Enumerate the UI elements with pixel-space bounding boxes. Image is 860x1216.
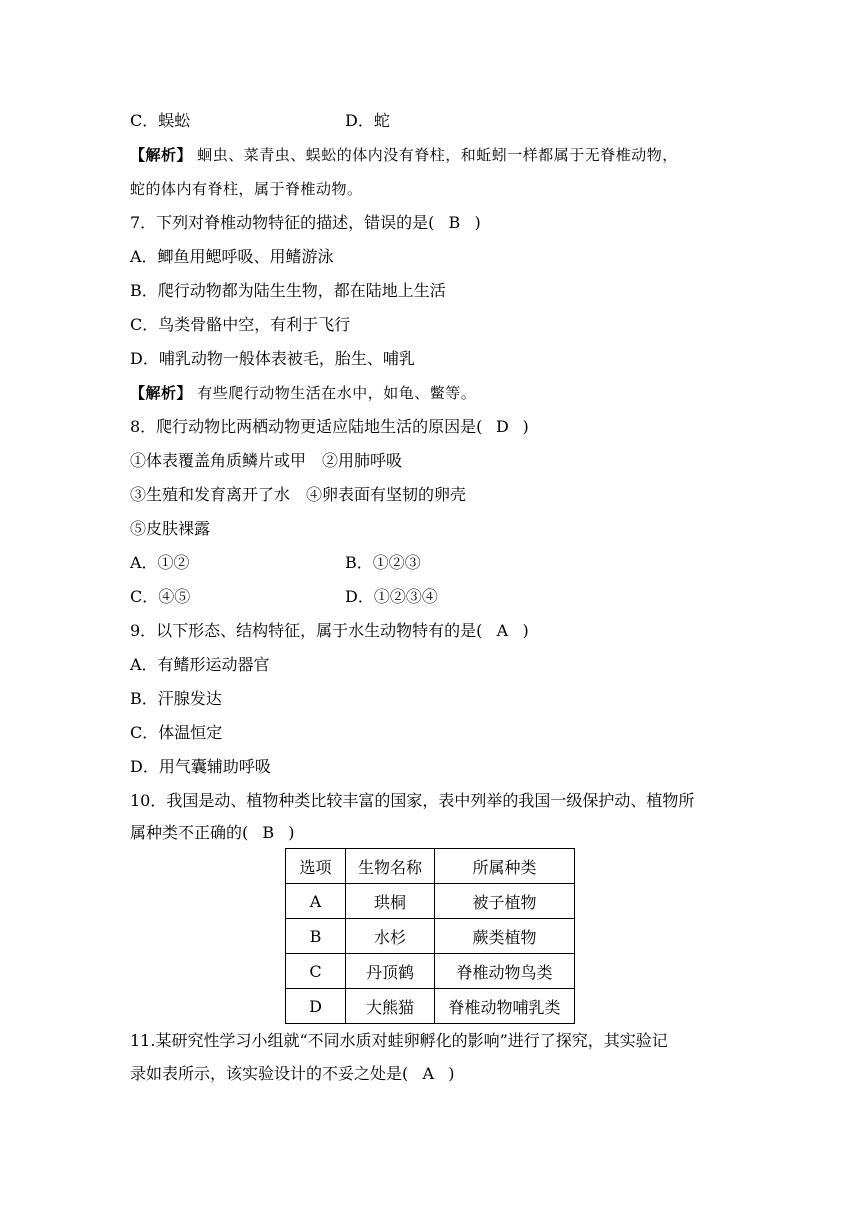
q8-close: ): [522, 417, 529, 436]
q9-option-b: B．汗腺发达: [130, 689, 222, 708]
table-row: [286, 919, 575, 954]
table-cell: 水杉: [346, 919, 435, 954]
q6-option-d: D．蛇: [345, 111, 390, 130]
q8-item-1: ①体表覆盖角质鳞片或甲 ②用肺呼吸: [130, 451, 403, 470]
q10-stem-line1: 10．我国是动、植物种类比较丰富的国家，表中列举的我国一级保护动、植物所: [130, 791, 695, 810]
q6-explanation: [130, 144, 678, 166]
table-cell: 大熊猫: [346, 989, 435, 1024]
q8-stem: [130, 416, 529, 438]
q6-explanation-line2: 蛇的体内有脊柱，属于脊椎动物。: [130, 180, 363, 198]
table-cell: 珙桐: [346, 884, 435, 919]
q9-option-c: C．体温恒定: [130, 723, 223, 742]
table-cell: B: [286, 919, 346, 954]
table-header: 所属种类: [435, 849, 575, 884]
q7-option-c: C．鸟类骨骼中空，有利于飞行: [130, 315, 351, 334]
table-header: 生物名称: [346, 849, 435, 884]
q9-option-d: D．用气囊辅助呼吸: [130, 757, 271, 776]
species-table: [285, 848, 575, 1024]
table-header-row: [286, 849, 575, 884]
q8-item-3: ⑤皮肤裸露: [130, 519, 211, 538]
q10-answer: B: [262, 823, 275, 842]
q7-option-b: B．爬行动物都为陆生生物，都在陆地上生活: [130, 281, 446, 300]
q7-option-a: A．鲫鱼用鳃呼吸、用鳍游泳: [130, 247, 334, 266]
q8-option-c: C．④⑤: [130, 587, 191, 606]
q11-stem-text: 录如表所示，该实验设计的不妥之处是(: [130, 1064, 409, 1083]
q10-stem-text: 属种类不正确的(: [130, 823, 249, 842]
table-cell: A: [286, 884, 346, 919]
table-cell: D: [286, 989, 346, 1024]
explanation-text: 蛔虫、菜青虫、蜈蚣的体内没有脊柱，和蚯蚓一样都属于无脊椎动物，: [197, 146, 678, 164]
q8-stem-text: 8．爬行动物比两栖动物更适应陆地生活的原因是(: [130, 417, 483, 436]
q10-close: ): [288, 823, 295, 842]
table-header: 选项: [286, 849, 346, 884]
q9-stem-text: 9．以下形态、结构特征，属于水生动物特有的是(: [130, 621, 483, 640]
q9-stem: [130, 620, 529, 642]
q9-close: ): [522, 621, 529, 640]
q11-stem-line2: [130, 1063, 455, 1085]
q9-option-a: A．有鳍形运动器官: [130, 655, 270, 674]
explanation-tag: 【解析】: [130, 384, 193, 402]
table-cell: 被子植物: [435, 884, 575, 919]
q10-stem-line2: [130, 822, 295, 844]
q11-answer: A: [422, 1064, 435, 1083]
q7-stem-text: 7．下列对脊椎动物特征的描述，错误的是(: [130, 213, 435, 232]
q8-option-a: A．①②: [130, 553, 190, 572]
q6-option-c: C．蜈蚣: [130, 111, 191, 130]
table-row: [286, 954, 575, 989]
q7-stem: [130, 212, 481, 234]
q9-answer: A: [496, 621, 509, 640]
table-cell: 脊椎动物鸟类: [435, 954, 575, 989]
q7-explanation: [130, 382, 476, 404]
q8-option-b: B．①②③: [345, 553, 421, 572]
table-cell: 蕨类植物: [435, 919, 575, 954]
q8-item-2: ③生殖和发育离开了水 ④卵表面有坚韧的卵壳: [130, 485, 467, 504]
table-cell: C: [286, 954, 346, 989]
table-cell: 脊椎动物哺乳类: [435, 989, 575, 1024]
q7-option-d: D．哺乳动物一般体表被毛，胎生、哺乳: [130, 349, 415, 368]
explanation-tag: 【解析】: [130, 146, 193, 164]
explanation-text: 有些爬行动物生活在水中，如龟、鳖等。: [197, 384, 477, 402]
q11-close: ): [448, 1064, 455, 1083]
table-row: [286, 989, 575, 1024]
q8-answer: D: [496, 417, 509, 436]
table-cell: 丹顶鹤: [346, 954, 435, 989]
q7-answer: B: [448, 213, 461, 232]
q7-close: ): [474, 213, 481, 232]
q8-option-d: D．①②③④: [345, 587, 438, 606]
table-row: [286, 884, 575, 919]
q11-stem-line1: 11.某研究性学习小组就“不同水质对蛙卵孵化的影响”进行了探究，其实验记: [130, 1031, 668, 1050]
